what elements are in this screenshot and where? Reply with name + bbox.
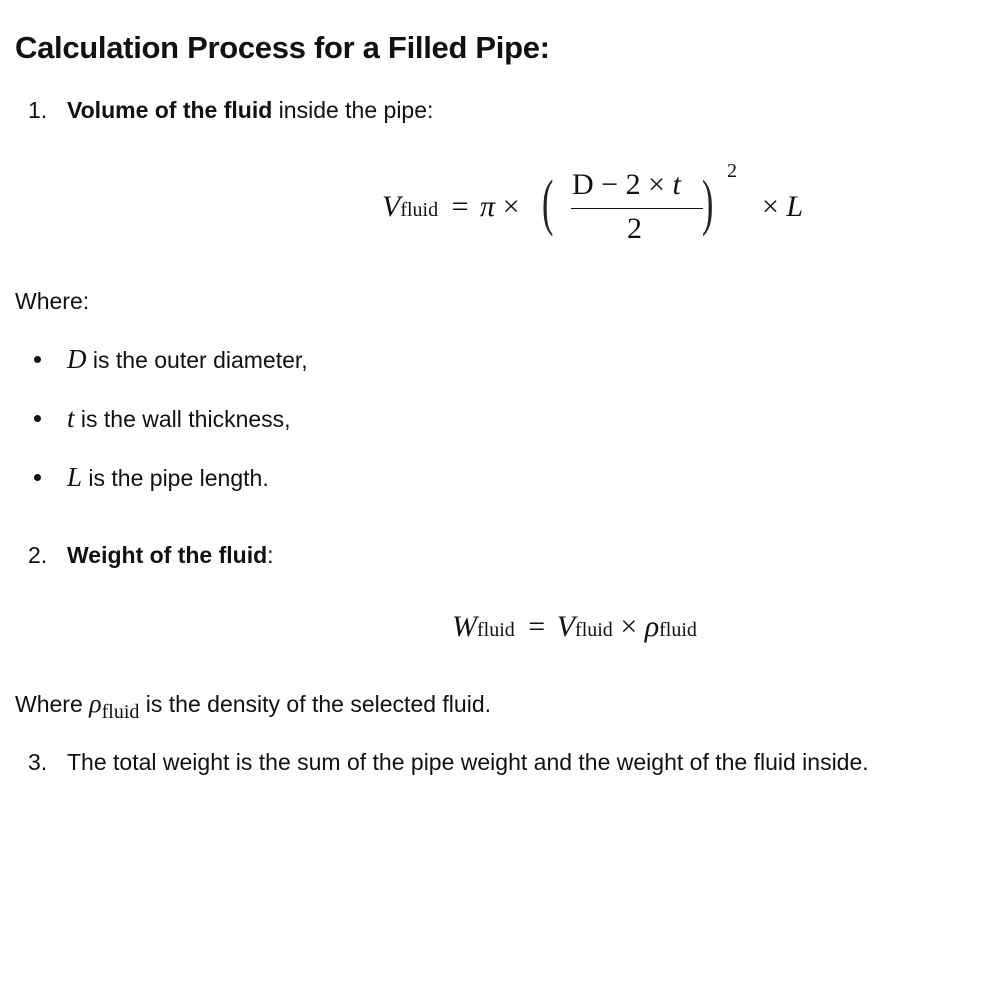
step-1-number: 1. [28, 97, 48, 123]
step-3-text: The total weight is the sum of the pipe weight and the weight of the fluid inside. [67, 749, 869, 775]
fraction-bar [571, 208, 703, 209]
volume-tail: × L [762, 190, 804, 223]
step-2-number: 2. [28, 542, 48, 568]
bullet-icon [34, 474, 41, 481]
density-note: Where ρfluid is the density of the selected fluid. [15, 689, 491, 723]
definition-outer-diameter: D is the outer diameter, [67, 344, 308, 374]
step-3-number: 3. [28, 749, 48, 775]
definition-wall-thickness: t is the wall thickness, [67, 403, 291, 433]
page-title: Calculation Process for a Filled Pipe: [15, 30, 550, 65]
where-label: Where: [15, 288, 90, 314]
volume-lhs: V [382, 190, 401, 223]
volume-times-1: × [502, 190, 520, 223]
bullet-icon [34, 415, 41, 422]
volume-equals: = [451, 190, 469, 223]
volume-exponent: 2 [727, 160, 737, 182]
volume-numerator: D − 2 × t [572, 168, 681, 201]
weight-formula: Wfluid = Vfluid × ρfluid [452, 610, 697, 643]
step-2-rest: : [267, 542, 274, 568]
volume-denominator: 2 [627, 212, 642, 245]
step-1-bold: Volume of the fluid [67, 97, 273, 123]
bullet-icon [34, 356, 41, 363]
step-1-text [67, 94, 433, 126]
volume-pi: π [480, 190, 496, 223]
volume-left-paren: ( [542, 169, 554, 237]
step-2-bold: Weight of the fluid [67, 542, 268, 568]
definition-pipe-length: L is the pipe length. [67, 462, 269, 492]
volume-right-paren: ) [702, 169, 714, 237]
step-2-text [67, 539, 274, 571]
volume-lhs-sub: fluid [400, 199, 439, 221]
step-1-rest: inside the pipe: [272, 97, 434, 123]
